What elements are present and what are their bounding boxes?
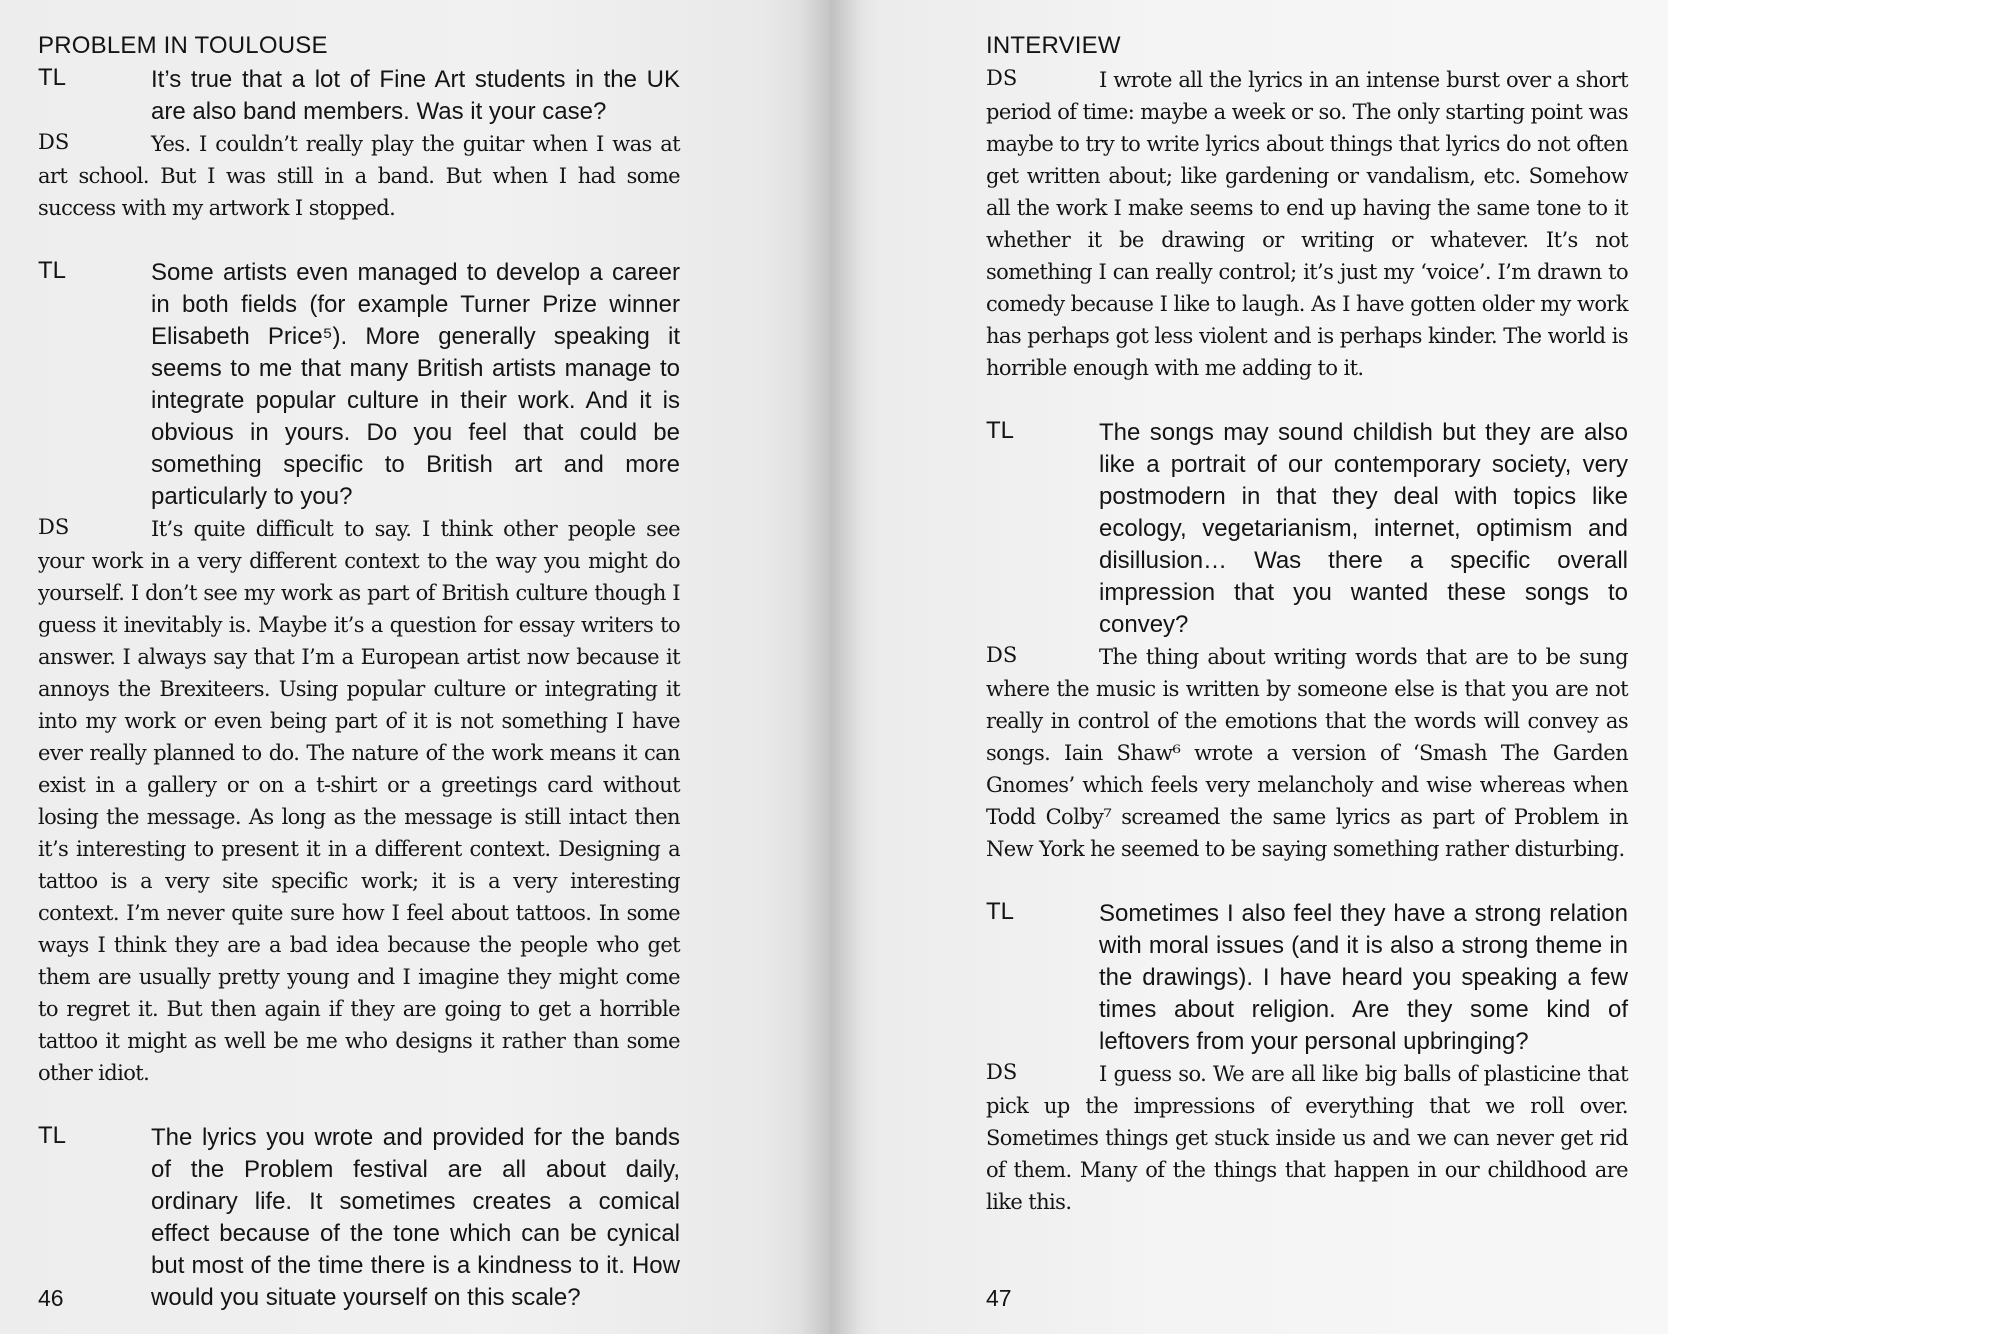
answer-entry — [986, 64, 1628, 384]
answer-text: I wrote all the lyrics in an intense burst over a short period of time: maybe a week or so. The only starting point was maybe to try to write lyrics about things that lyrics do not often get written about; like gardening or vandalism, etc. Somehow all the work I make seems to end up having the same tone to it whether it be drawing or writing or whatever. It’s not something I can really control; it’s just my ‘voice’. I’m drawn to comedy because I like to laugh. As I have gotten older my work has perhaps got less violent and is perhaps kinder. The world is horrible enough with me adding to it. — [986, 68, 1628, 380]
answer-entry — [986, 641, 1628, 865]
page-number-left: 46 — [38, 1285, 64, 1311]
speaker-label: DS — [38, 515, 70, 539]
answer-entry — [38, 128, 680, 224]
question-entry — [38, 257, 680, 513]
question-entry — [38, 1122, 680, 1314]
book-gutter-shadow — [800, 0, 860, 1334]
speaker-label: TL — [38, 64, 67, 91]
question-entry — [38, 64, 680, 128]
question-text: It’s true that a lot of Fine Art students in the UK are also band members. Was it your case? — [151, 66, 680, 125]
speaker-label: TL — [38, 1122, 67, 1149]
answer-entry — [986, 1058, 1628, 1218]
speaker-label: TL — [38, 257, 67, 284]
right-body — [986, 64, 1628, 1218]
left-page — [0, 0, 830, 1334]
speaker-label: TL — [986, 898, 1015, 925]
answer-text: It’s quite difficult to say. I think other people see your work in a very different context to the way you might do yourself. I don’t see my work as part of British culture though I guess it inevitably is. Maybe it’s a question for essay writers to answer. I always say that I’m a European artist now because it annoys the Brexiteers. Using popular culture or integrating it into my work or even being part of it is not something I have ever really planned to do. The nature of the work means it can exist in a gallery or on a t-shirt or a greetings card without losing the message. As long as the message is still intact then it’s interesting to present it in a different context. Designing a tattoo is a very site specific work; it is a very interesting context. I’m never quite sure how I feel about tattoos. In some ways I think they are a bad idea because the people who get them are usually pretty young and I imagine they might come to regret it. But then again if they are going to get a horrible tattoo it might as well be me who designs it rather than some other idiot. — [38, 517, 680, 1085]
speaker-label: DS — [986, 643, 1018, 667]
answer-text: Yes. I couldn’t really play the guitar when I was at art school. But I was still in a band. But when I had some success with my artwork I stopped. — [38, 132, 680, 220]
question-entry — [986, 898, 1628, 1058]
speaker-label: DS — [986, 1060, 1018, 1084]
question-text: The songs may sound childish but they are also like a portrait of our contemporary society, very postmodern in that they deal with topics like ecology, vegetarianism, internet, optimism and disillusion… Was there a specific overall impression that you wanted these songs to convey? — [1099, 419, 1628, 638]
right-page — [830, 0, 1668, 1334]
page-number-right: 47 — [986, 1285, 1012, 1311]
question-text: Sometimes I also feel they have a strong relation with moral issues (and it is also a strong theme in the drawings). I have heard you speaking a few times about religion. Are they some kind of leftovers from your personal upbringing? — [1099, 900, 1628, 1055]
question-text: Some artists even managed to develop a career in both fields (for example Turner Prize winner Elisabeth Price⁵). More generally speaking it seems to me that many British artists manage to integrate popular culture in their work. And it is obvious in yours. Do you feel that could be something specific to British art and more particularly to you? — [151, 259, 680, 510]
question-entry — [986, 417, 1628, 641]
running-head-left: PROBLEM IN TOULOUSE — [38, 32, 328, 59]
answer-entry — [38, 513, 680, 1089]
speaker-label: DS — [986, 66, 1018, 90]
left-body — [38, 64, 680, 1314]
speaker-label: DS — [38, 130, 70, 154]
question-text: The lyrics you wrote and provided for the bands of the Problem festival are all about daily, ordinary life. It sometimes creates a comical effect because of the tone which can be cynical but most of the time there is a kindness to it. How would you situate yourself on this scale? — [151, 1124, 680, 1311]
speaker-label: TL — [986, 417, 1015, 444]
answer-text: I guess so. We are all like big balls of plasticine that pick up the impressions of everything that we roll over. Sometimes things get stuck inside us and we can never get rid of them. Many of the things that happen in our childhood are like this. — [986, 1062, 1628, 1214]
running-head-right: INTERVIEW — [986, 32, 1121, 59]
answer-text: The thing about writing words that are to be sung where the music is written by someone else is that you are not really in control of the emotions that the words will convey as songs. Iain Shaw⁶ wrote a version of ‘Smash The Garden Gnomes’ which feels very melancholy and wise whereas when Todd Colby⁷ screamed the same lyrics as part of Problem in New York he seemed to be saying something rather disturbing. — [986, 645, 1628, 861]
